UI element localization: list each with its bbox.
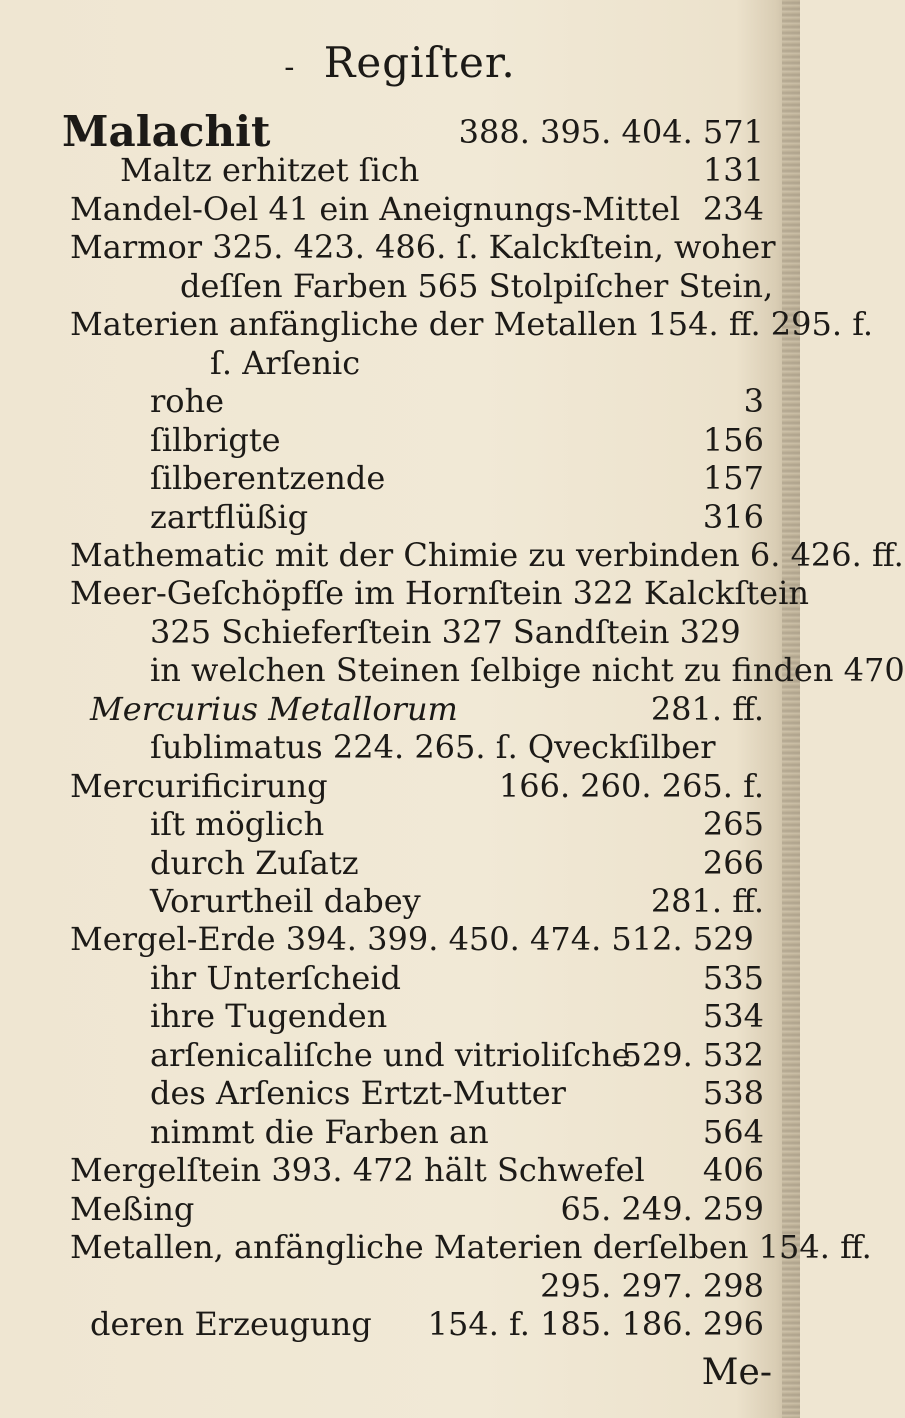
header-dash: - — [284, 50, 296, 85]
entry-text: ſilbrigte — [150, 421, 281, 459]
entry-number: 266 — [702, 844, 764, 882]
entry-text: durch Zuſatz — [150, 844, 359, 882]
entry-text: Metallen, anfängliche Materien derſelben 154. ff. — [70, 1228, 872, 1266]
entry-number: 388. 395. 404. 571 — [458, 113, 764, 151]
entry-number: 156 — [702, 421, 764, 459]
page-title: Regiſter. — [323, 38, 516, 87]
entry-text: Vorurtheil dabey — [150, 882, 421, 920]
entry-number: 281. ff. — [650, 882, 764, 920]
entry-text: Meer-Geſchöpfſe im Hornſtein 322 Kalckſtein — [70, 574, 809, 612]
entry-text: Mandel-Oel 41 ein Aneignungs-Mittel — [70, 190, 681, 228]
entry-text: Mergel-Erde 394. 399. 450. 474. 512. 529 — [70, 920, 754, 958]
entry-number: 265 — [702, 805, 764, 843]
entry-text: deren Erzeugung — [90, 1305, 372, 1343]
entry-number: 564 — [702, 1113, 764, 1151]
entry-text: ihr Unterſcheid — [150, 959, 402, 997]
entry-text: Marmor 325. 423. 486. ſ. Kalckſtein, woher — [70, 228, 776, 266]
entry-text: nimmt die Farben an — [150, 1113, 489, 1151]
entry-number: 535 — [702, 959, 764, 997]
entry-number: 166. 260. 265. f. — [498, 767, 764, 805]
entry-number: 281. ff. — [650, 690, 764, 728]
entry-text: Meßing — [70, 1190, 195, 1228]
entry-text: ſublimatus 224. 265. ſ. Qveckſilber — [150, 728, 716, 766]
entry-text: Mergelſtein 393. 472 hält Schwefel — [70, 1151, 645, 1189]
entry-number: 234 — [702, 190, 764, 228]
entry-text: Mercurius Metallorum — [90, 690, 458, 728]
entry-number: 529. 532 — [621, 1036, 764, 1074]
catchword: Me- — [701, 1352, 772, 1393]
entry-malachit: Malachit — [62, 107, 271, 156]
entry-text: arſenicaliſche und vitrioliſche — [150, 1036, 631, 1074]
entry-text: iſt möglich — [150, 805, 325, 843]
entry-text: ihre Tugenden — [150, 997, 388, 1035]
entry-text: ſ. Arſenic — [210, 344, 361, 382]
entry-number: 406 — [702, 1151, 764, 1189]
entry-text: Maltz erhitzet ſich — [120, 151, 420, 189]
entry-text: 325 Schieferſtein 327 Sandſtein 329 — [150, 613, 741, 651]
entry-number: 538 — [702, 1074, 764, 1112]
entry-text: in welchen Steinen ſelbige nicht zu finden 470 — [150, 651, 905, 689]
entry-text: deſſen Farben 565 Stolpiſcher Stein, — [180, 267, 774, 305]
entry-number: 157 — [702, 459, 764, 497]
entry-text: zartflüßig — [150, 498, 309, 536]
entry-number: 154. f. 185. 186. 296 — [427, 1305, 764, 1343]
entry-number: 131 — [702, 151, 764, 189]
entry-text: rohe — [150, 382, 225, 420]
entry-text: ſilberentzende — [150, 459, 386, 497]
entry-number: 295. 297. 298 — [540, 1267, 764, 1305]
entry-number: 65. 249. 259 — [560, 1190, 764, 1228]
entry-text: Mercurificirung — [70, 767, 328, 805]
entry-number: 534 — [702, 997, 764, 1035]
entry-text: Mathematic mit der Chimie zu verbinden 6. 426. ff. — [70, 536, 904, 574]
entry-number: 316 — [702, 498, 764, 536]
entry-text: des Arſenics Ertzt-Mutter — [150, 1074, 566, 1112]
entry-text: Materien anfängliche der Metallen 154. ff. 295. f. — [70, 305, 874, 343]
entry-number: 3 — [743, 382, 764, 420]
